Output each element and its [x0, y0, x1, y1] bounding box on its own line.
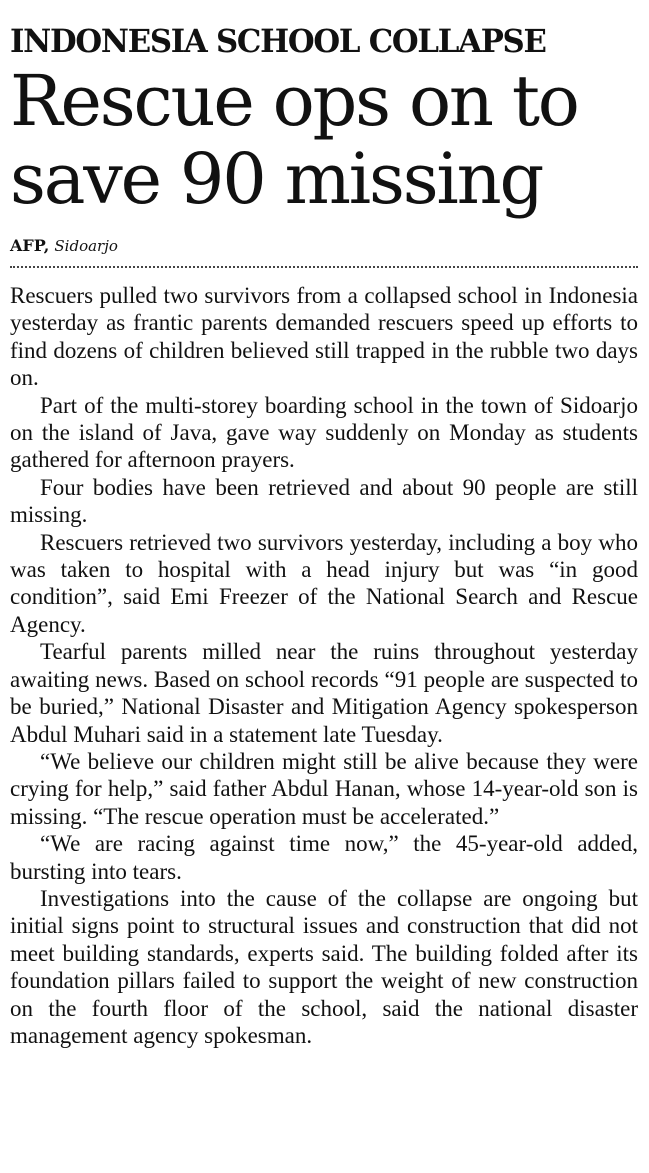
- headline-line-2: save 90 missing: [10, 138, 543, 220]
- headline-line-1: Rescue ops on to: [10, 60, 578, 142]
- byline-agency: AFP,: [10, 236, 50, 255]
- news-article: [10, 20, 638, 1049]
- byline-dateline: Sidoarjo: [54, 237, 118, 255]
- paragraph-4: Rescuers retrieved two survivors yesterday, including a boy who was taken to hospital with a head injury but was “in good condition”, said Emi Freezer of the National Search and Rescue Agency.: [10, 529, 638, 637]
- paragraph-2: Part of the multi-storey boarding school in the town of Sidoarjo on the island of Java, gave way suddenly on Monday as students gathered for afternoon prayers.: [10, 392, 638, 473]
- paragraph-8: Investigations into the cause of the collapse are ongoing but initial signs point to structural issues and construction that did not meet building standards, experts said. The building folded after its foundation pillars failed to support the weight of new construction on the fourth floor of the school, said the national disaster management agency spokesman.: [10, 885, 638, 1048]
- paragraph-7: “We are racing against time now,” the 45-year-old added, bursting into tears.: [10, 831, 638, 884]
- article-headline: [10, 62, 638, 218]
- paragraph-1: Rescuers pulled two survivors from a collapsed school in Indonesia yesterday as frantic parents demanded rescuers speed up efforts to find dozens of children believed still trapped in the rubble two days on.: [10, 283, 638, 391]
- article-body: [10, 282, 638, 1049]
- paragraph-5: Tearful parents milled near the ruins throughout yesterday awaiting news. Based on school records “91 people are suspected to be buried,” National Disaster and Mitigation Agency spokesperson Abdul Muhari said in a statement late Tuesday.: [10, 639, 638, 747]
- paragraph-6: “We believe our children might still be alive because they were crying for help,” said father Abdul Hanan, whose 14-year-old son is missing. “The rescue operation must be accelerated.”: [10, 748, 638, 829]
- byline: [10, 236, 638, 256]
- dotted-divider: [10, 266, 638, 268]
- article-kicker: INDONESIA SCHOOL COLLAPSE: [10, 22, 546, 60]
- paragraph-3: Four bodies have been retrieved and about 90 people are still missing.: [10, 474, 638, 528]
